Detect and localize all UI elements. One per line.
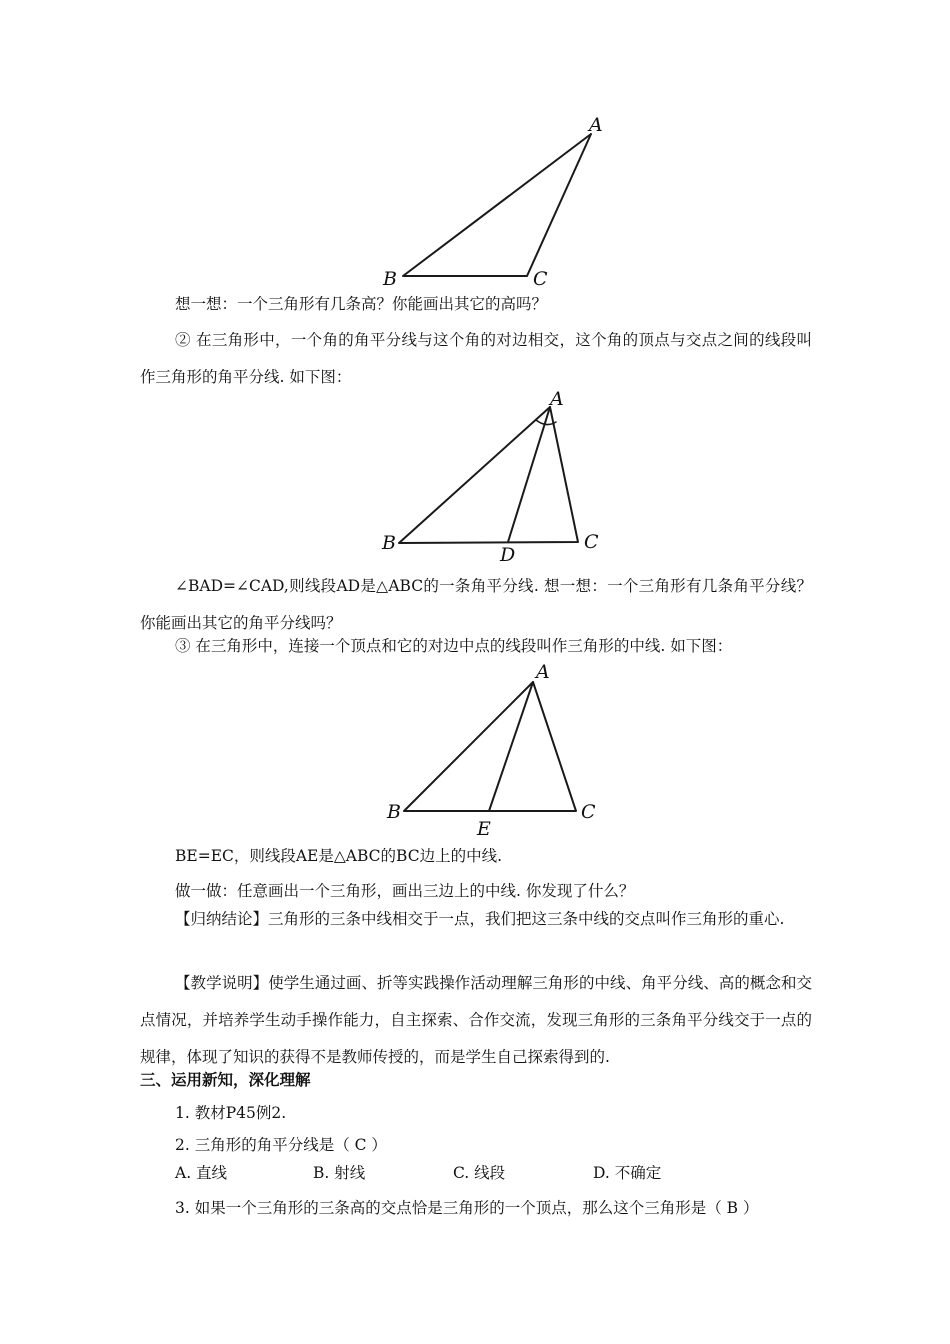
vertex-label-b: B bbox=[387, 801, 401, 823]
conclusion-text: 【归纳结论】三角形的三条中线相交于一点，我们把这三条中线的交点叫作三角形的重心. bbox=[175, 910, 785, 928]
option-b: B. 射线 bbox=[313, 1164, 366, 1182]
triangle-abc-outline bbox=[399, 407, 578, 543]
think-height-text: 想一想：一个三角形有几条高？你能画出其它的高吗？ bbox=[175, 295, 548, 313]
option-a: A. 直线 bbox=[175, 1164, 228, 1182]
option-d: D. 不确定 bbox=[593, 1164, 662, 1182]
triangle-abc-outline bbox=[403, 134, 591, 276]
vertex-label-a: A bbox=[589, 114, 603, 136]
median-definition: ③ 在三角形中，连接一个顶点和它的对边中点的线段叫作三角形的中线. 如下图： bbox=[175, 637, 733, 655]
triangle-figure-1 bbox=[370, 105, 630, 290]
median-figure bbox=[370, 655, 610, 840]
vertex-label-b: B bbox=[382, 532, 396, 554]
teaching-note-text: 【教学说明】使学生通过画、折等实践操作活动理解三角形的中线、角平分线、高的概念和交点情况，并培养学生动手操作能力，自主探索、合作交流，发现三角形的三条角平分线交于一点的规律，体现了知识的获得不是教师传授的，而是学生自己探索得到的. bbox=[140, 974, 812, 1066]
question-2: 2. 三角形的角平分线是（ C ） bbox=[175, 1136, 387, 1154]
vertex-label-c: C bbox=[584, 531, 599, 553]
angle-bisector-definition: ② 在三角形中，一个角的角平分线与这个角的对边相交，这个角的顶点与交点之间的线段叫作三角形的角平分线. 如下图： bbox=[140, 331, 812, 386]
vertex-label-c: C bbox=[533, 268, 548, 290]
triangle-abc-outline bbox=[404, 682, 576, 811]
vertex-label-b: B bbox=[383, 268, 397, 290]
point-label-d: D bbox=[500, 544, 516, 566]
do-it-text: 做一做：任意画出一个三角形，画出三边上的中线. 你发现了什么？ bbox=[175, 882, 635, 900]
question-1: 1. 教材P45例2. bbox=[175, 1104, 287, 1122]
bisector-note: ∠BAD=∠CAD,则线段AD是△ABC的一条角平分线. 想一想：一个三角形有几条角平分线？你能画出其它的角平分线吗？ bbox=[140, 577, 812, 632]
vertex-label-a: A bbox=[536, 661, 550, 683]
median-ae bbox=[489, 682, 533, 811]
section-title: 三、运用新知，深化理解 bbox=[140, 1070, 311, 1089]
angle-bisector-figure bbox=[370, 385, 610, 565]
vertex-label-a: A bbox=[550, 388, 564, 410]
option-c: C. 线段 bbox=[453, 1164, 506, 1182]
point-label-e: E bbox=[477, 818, 491, 840]
median-note: BE=EC，则线段AE是△ABC的BC边上的中线. bbox=[175, 847, 502, 865]
question-3: 3. 如果一个三角形的三条高的交点恰是三角形的一个顶点，那么这个三角形是（ B ） bbox=[175, 1199, 759, 1217]
vertex-label-c: C bbox=[581, 801, 596, 823]
